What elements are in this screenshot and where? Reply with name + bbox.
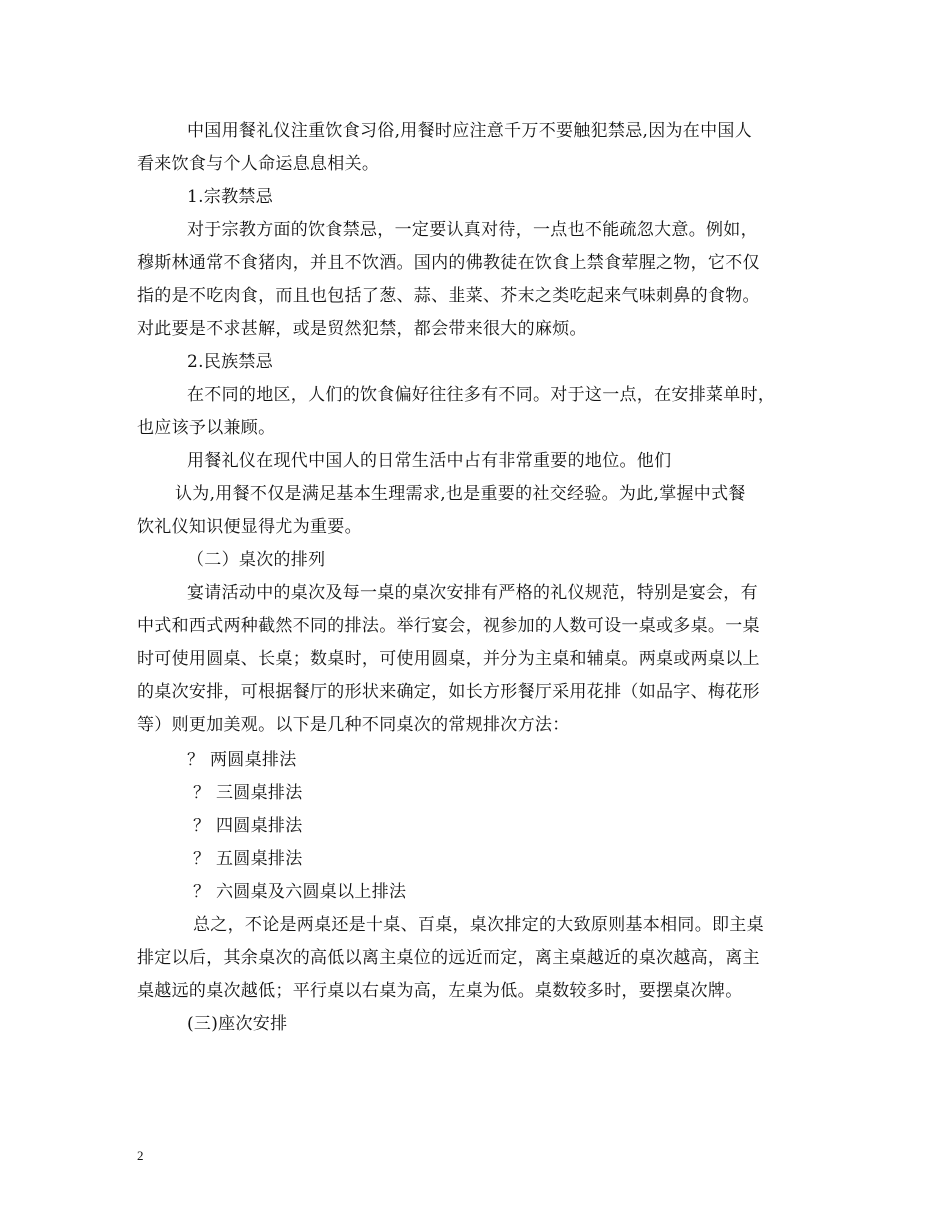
list-item: ？ 四圆桌排法 [193, 816, 303, 836]
paragraph-line: 桌越远的桌次越低；平行桌以右桌为高，左桌为低。桌数较多时，要摆桌次牌。 [137, 981, 743, 1001]
list-item: ？ 六圆桌及六圆桌以上排法 [193, 882, 407, 902]
paragraph-line: 饮礼仪知识便显得尤为重要。 [137, 517, 362, 537]
paragraph-line: 中国用餐礼仪注重饮食习俗,用餐时应注意千万不要触犯禁忌,因为在中国人 [187, 121, 753, 141]
list-item: ？ 两圆桌排法 [187, 750, 297, 770]
section-heading: （二）桌次的排列 [187, 550, 326, 570]
paragraph-line: 中式和西式两种截然不同的排法。举行宴会，视参加的人数可设一桌或多桌。一桌 [137, 616, 760, 636]
section-heading: 2.民族禁忌 [187, 352, 274, 372]
paragraph-line: 对此要是不求甚解，或是贸然犯禁，都会带来很大的麻烦。 [137, 319, 587, 339]
paragraph-line: 时可使用圆桌、长桌；数桌时，可使用圆桌，并分为主桌和辅桌。两桌或两桌以上 [137, 649, 760, 669]
paragraph-line: 在不同的地区，人们的饮食偏好往往多有不同。对于这一点，在安排菜单时， [187, 385, 776, 405]
list-item: ？ 五圆桌排法 [193, 849, 303, 869]
section-heading: (三)座次安排 [187, 1014, 288, 1034]
paragraph-line: 认为,用餐不仅是满足基本生理需求,也是重要的社交经验。为此,掌握中式餐 [175, 484, 746, 504]
paragraph-line: 总之，不论是两桌还是十桌、百桌，桌次排定的大致原则基本相同。即主桌 [193, 915, 764, 935]
paragraph-line: 也应该予以兼顾。 [137, 418, 276, 438]
paragraph-line: 穆斯林通常不食猪肉，并且不饮酒。国内的佛教徒在饮食上禁食荤腥之物，它不仅 [137, 253, 760, 273]
paragraph-line: 等）则更加美观。以下是几种不同桌次的常规排次方法： [137, 715, 570, 735]
paragraph-line: 用餐礼仪在现代中国人的日常生活中占有非常重要的地位。他们 [187, 451, 672, 471]
paragraph-line: 的桌次安排，可根据餐厅的形状来确定，如长方形餐厅采用花排（如品字、梅花形 [137, 682, 760, 702]
paragraph-line: 看来饮食与个人命运息息相关。 [137, 154, 380, 174]
paragraph-line: 宴请活动中的桌次及每一桌的桌次安排有严格的礼仪规范，特别是宴会，有 [187, 583, 758, 603]
paragraph-line: 对于宗教方面的饮食禁忌，一定要认真对待，一点也不能疏忽大意。例如， [187, 220, 758, 240]
page-number: 2 [137, 1148, 144, 1163]
list-item: ？ 三圆桌排法 [193, 783, 303, 803]
section-heading: 1.宗教禁忌 [187, 187, 274, 207]
paragraph-line: 指的是不吃肉食，而且也包括了葱、蒜、韭菜、芥末之类吃起来气味刺鼻的食物。 [137, 286, 760, 306]
paragraph-line: 排定以后，其余桌次的高低以离主桌位的远近而定，离主桌越近的桌次越高，离主 [137, 948, 760, 968]
